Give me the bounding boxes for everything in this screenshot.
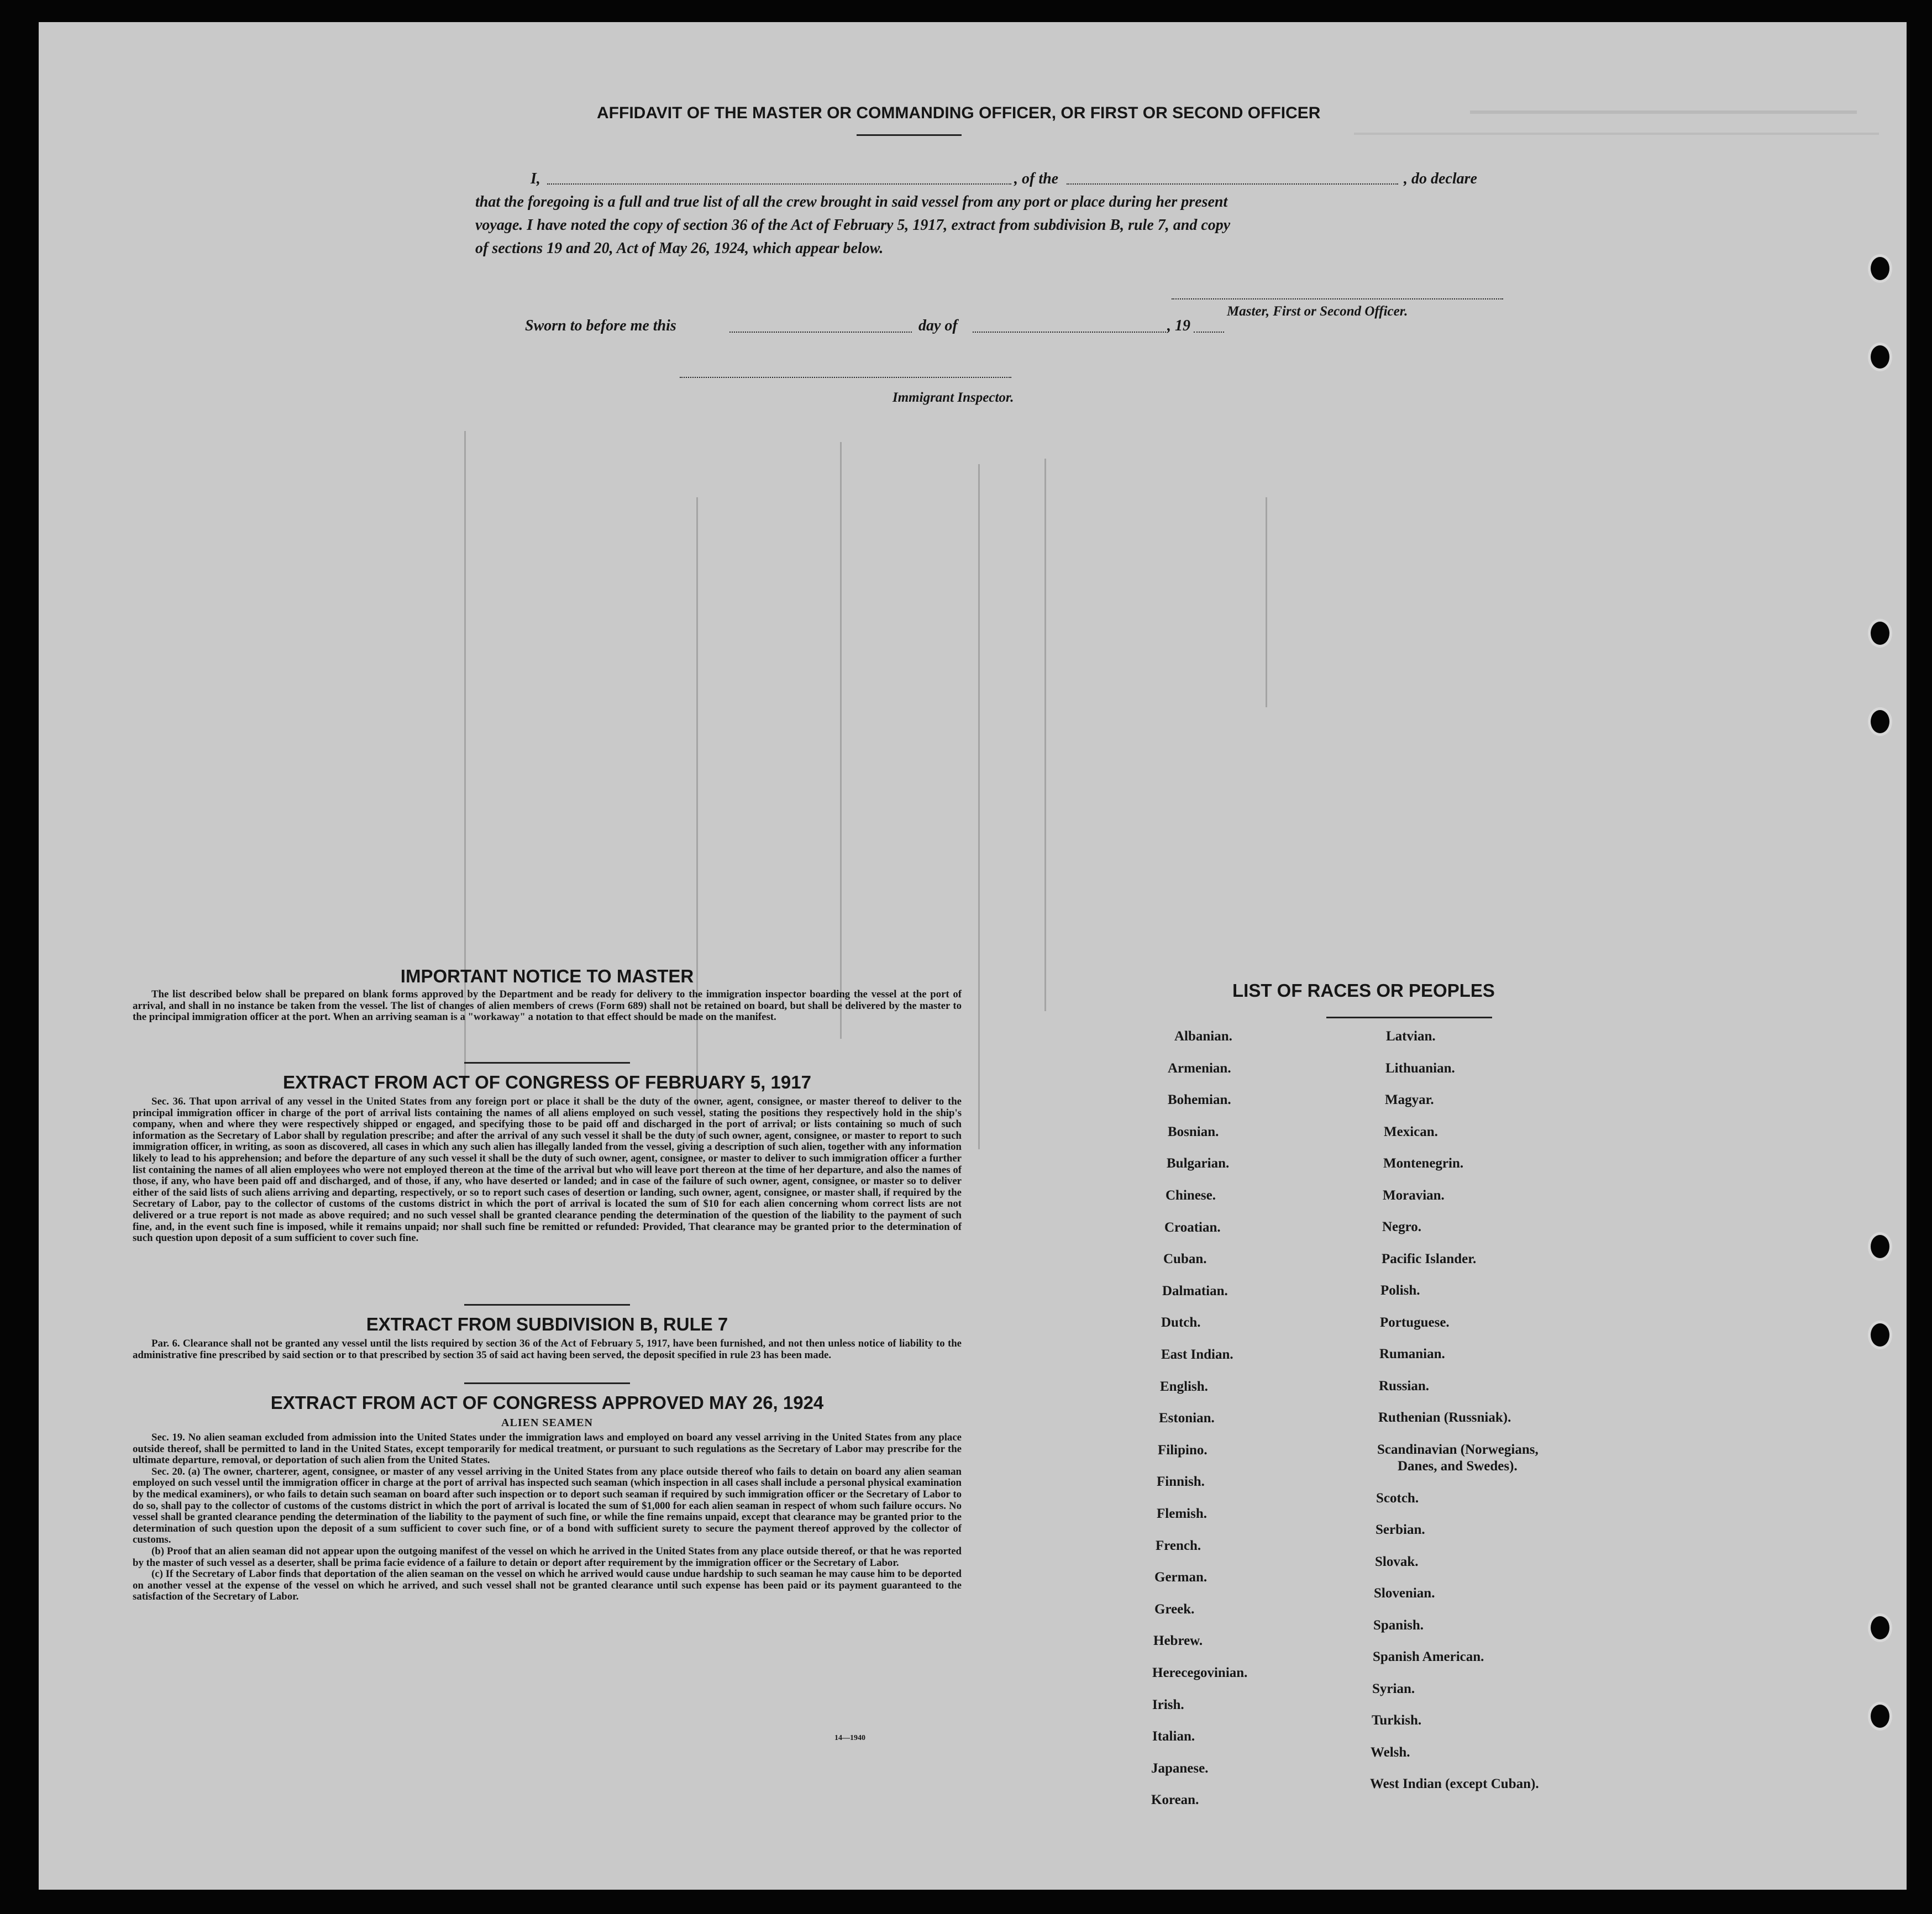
race-item: Flemish. — [1157, 1506, 1207, 1521]
race-item: Moravian. — [1383, 1188, 1445, 1203]
sec20a-text: Sec. 20. (a) The owner, charterer, agent, consignee, or master of any vessel arriving in the United States from any place outside thereof who fails to detain on board any alien seaman employed on such vessel until the immigration officer in charge at the port of arrival has inspected such seaman (which inspection in all cases shall include a personal physical examination by the medical examiners), or who fails to detain such seaman on board after such inspection or to deport such seaman if required by such immigration officer or the Secretary of Labor to do so, shall pay to the collector of customs of the customs district in which the port of arrival is located the sum of $1,000 for each alien seaman in respect of whom such failure occurs. No vessel shall be granted clearance pending the determination of the liability to the payment of such fine, or while the fine remains unpaid, except that clearance may be granted prior to the determination of such question upon the deposit of a sum sufficient to cover such fine, or of a bond with sufficient surety to secure the payment thereof approved by the collector of customs. — [133, 1465, 962, 1546]
extract-1924-title: EXTRACT FROM ACT OF CONGRESS APPROVED MAY 26, 1924 — [270, 1392, 824, 1413]
race-item: Scotch. — [1376, 1491, 1419, 1506]
race-item: Croatian. — [1164, 1219, 1221, 1235]
race-item: Lithuanian. — [1385, 1061, 1455, 1076]
section-divider — [464, 1062, 630, 1064]
sworn-year-field[interactable] — [1194, 332, 1224, 333]
binder-hole — [1868, 619, 1892, 648]
race-item: Montenegrin. — [1383, 1156, 1464, 1171]
race-item: Armenian. — [1168, 1060, 1231, 1076]
race-item: Slovak. — [1375, 1554, 1419, 1569]
race-item: Russian. — [1379, 1379, 1430, 1394]
race-item: Bosnian. — [1168, 1124, 1219, 1139]
sworn-day-field[interactable] — [729, 332, 912, 333]
master-signature-field[interactable] — [1172, 298, 1503, 299]
race-item: Dutch. — [1161, 1315, 1201, 1331]
race-item: Pacific Islander. — [1382, 1252, 1477, 1266]
race-item: Finnish. — [1157, 1474, 1205, 1490]
race-item: Bulgarian. — [1167, 1156, 1230, 1171]
vessel-name-field[interactable] — [1067, 183, 1398, 185]
race-item: Albanian. — [1174, 1029, 1232, 1044]
race-item: Japanese. — [1151, 1760, 1209, 1776]
binder-hole — [1868, 254, 1892, 283]
race-item: Portuguese. — [1380, 1315, 1450, 1330]
race-item: Polish. — [1380, 1283, 1420, 1298]
section-divider — [464, 1304, 630, 1306]
sworn-month-field[interactable] — [973, 332, 1166, 333]
race-item: Scandinavian (Norwegians, — [1377, 1442, 1539, 1457]
sworn-day-label: day of — [918, 317, 958, 334]
affiant-name-field[interactable] — [547, 183, 1011, 185]
affidavit-do-declare: , do declare — [1404, 170, 1477, 187]
binder-hole — [1868, 1702, 1892, 1731]
race-item: Filipino. — [1158, 1442, 1208, 1458]
sec19-text: Sec. 19. No alien seaman excluded from admission into the United States under the immigration laws and employed on board any vessel arriving in the United States from any place outside thereof, shall be permitted to land in the United States, except temporarily for medical treatment, or pursuant to such regulations as the Secretary of Labor may prescribe for the ultimate departure, removal, or deportation of such alien from the United States. — [133, 1432, 962, 1466]
race-item: Herecegovinian. — [1152, 1665, 1248, 1680]
race-item: West Indian (except Cuban). — [1370, 1776, 1539, 1791]
inspector-signature-label: Immigrant Inspector. — [893, 390, 1014, 405]
race-item: Rumanian. — [1379, 1347, 1445, 1361]
race-item: Greek. — [1154, 1601, 1195, 1617]
sec20b-text: (b) Proof that an alien seaman did not appear upon the outgoing manifest of the vessel on which he arrived in the United States from any place outside thereof, or that he was reported by the master of such vessel as a deserter, shall be prima facie evidence of a failure to detain or deport after requirement by the immigration officer or the Secretary of Labor. — [133, 1545, 962, 1569]
binder-hole — [1868, 343, 1892, 371]
bleed-through-column-line — [696, 497, 698, 1149]
race-item: Syrian. — [1372, 1681, 1415, 1696]
extract-1917-title: EXTRACT FROM ACT OF CONGRESS OF FEBRUARY 5, 1917 — [283, 1072, 811, 1092]
race-item: French. — [1156, 1538, 1201, 1553]
affidavit-line-2: that the foregoing is a full and true list of all the crew brought in said vessel from any port or place during her present — [475, 193, 1228, 211]
affidavit-title: AFFIDAVIT OF THE MASTER OR COMMANDING OFFICER, OR FIRST OR SECOND OFFICER — [597, 104, 1321, 122]
binder-hole — [1868, 1321, 1892, 1349]
affidavit-pronoun: I, — [531, 170, 540, 187]
race-item: Serbian. — [1376, 1522, 1425, 1537]
sworn-label: Sworn to before me this — [525, 317, 676, 334]
race-item: Latvian. — [1386, 1029, 1436, 1044]
sworn-line — [525, 317, 1299, 339]
bleed-through-heading — [1470, 88, 1857, 114]
binder-hole — [1868, 1613, 1892, 1642]
race-item: Ruthenian (Russniak). — [1378, 1410, 1511, 1425]
race-item: Irish. — [1152, 1697, 1184, 1712]
affidavit-line-4: of sections 19 and 20, Act of May 26, 1924, which appear below. — [475, 240, 884, 257]
section-divider — [464, 1382, 630, 1384]
race-item: Negro. — [1382, 1219, 1422, 1234]
bleed-through-column-line — [978, 464, 980, 1149]
master-signature-label: Master, First or Second Officer. — [1227, 304, 1408, 319]
affidavit-of-the: , of the — [1014, 170, 1059, 187]
rule7-text: Par. 6. Clearance shall not be granted any vessel until the lists required by section 36 of the Act of February 5, 1917, have been furnished, and not then unless notice of liability to the administrative fine prescribed by said section or to that prescribed by section 35 of said act having been served, the deposit specified in rule 23 has been made. — [133, 1338, 962, 1361]
extract-1924-paragraphs — [133, 1432, 962, 1603]
race-item: Spanish American. — [1373, 1649, 1484, 1664]
race-item: Estonian. — [1159, 1411, 1215, 1426]
race-item: Danes, and Swedes). — [1398, 1459, 1518, 1474]
notice-paragraph — [133, 989, 962, 1023]
inspector-signature-field[interactable] — [680, 377, 1011, 378]
bleed-through-line — [1354, 133, 1879, 135]
race-item: East Indian. — [1161, 1347, 1233, 1362]
race-item: Cuban. — [1163, 1252, 1207, 1267]
race-item: Chinese. — [1166, 1188, 1216, 1203]
bleed-through-column-line — [840, 442, 842, 1039]
form-number: 14—1940 — [834, 1734, 865, 1742]
rule7-paragraph — [133, 1338, 962, 1361]
race-item: Slovenian. — [1374, 1586, 1435, 1601]
affidavit-title-rule — [857, 134, 962, 136]
race-item: Mexican. — [1384, 1124, 1438, 1139]
bleed-through-column-line — [1044, 459, 1046, 1011]
race-item: Hebrew. — [1153, 1633, 1203, 1649]
race-item: Bohemian. — [1168, 1092, 1231, 1108]
extract-1917-text: Sec. 36. That upon arrival of any vessel in the United States from any foreign port or place it shall be the duty of the owner, agent, consignee, or master thereof to deliver to the principal immigration officer in charge of the port of arrival lists containing the names of all aliens employed on such vessel, stating the positions they respectively hold in the ship's company, when and where they were respectively shipped or engaged, and specifying those to be paid off and discharged in the port of arrival; or lists containing so much of such information as the Secretary of Labor shall by regulation prescribe; and after the arrival of any such vessel it shall be the duty of such owner, agent, consignee, or master to report to such immigration officer, in writing, as soon as discovered, all cases in which any such alien has illegally landed from the vessel, giving a description of such alien, together with any information likely to lead to his apprehension; and before the departure of any such vessel it shall be the duty of such owner, agent, consignee, or master to deliver to such immigration officer a further list containing the names of all alien employees who were not employed thereon at the time of the arrival but who will leave port thereon at the time of her departure, and also the names of those, if any, who have been paid off and discharged, and of those, if any, who have deserted or landed; and in case of the failure of such owner, agent, consignee, or master so to deliver either of the said lists of such aliens arriving and departing, respectively, or so to report such cases of desertion or landing, such owner, agent, consignee, or master shall, if required by the Secretary of Labor, pay to the collector of customs of the customs district in which the port of arrival is located the sum of $10 for each alien concerning whom correct lists are not delivered or a true report is not made as above required; and no such vessel shall be granted clearance pending the determination of the question of the liability to the payment of such fine, and, in the event such fine is imposed, while it remains unpaid; nor shall such fine be remitted or refunded: Provided, That clearance may be granted prior to the determination of such question upon deposit of a sum sufficient to cover such fine. — [133, 1096, 962, 1244]
rule7-title: EXTRACT FROM SUBDIVISION B, RULE 7 — [366, 1314, 728, 1334]
race-item: German. — [1154, 1570, 1208, 1585]
race-item: Welsh. — [1371, 1745, 1410, 1760]
sec20c-text: (c) If the Secretary of Labor finds that deportation of the alien seaman on the vessel on which he arrived would cause undue hardship to such seaman he may cause him to be deported on another vessel at the expense of the vessel on which he arrived, and such vessel shall not be granted clearance until such expense has been paid or its payment guaranteed to the satisfaction of the Secretary of Labor. — [133, 1568, 962, 1603]
races-title-rule — [1326, 1017, 1492, 1018]
race-item: Spanish. — [1373, 1618, 1424, 1633]
sworn-year-label: , 19 — [1167, 317, 1190, 334]
binder-hole — [1868, 707, 1892, 736]
notice-title: IMPORTANT NOTICE TO MASTER — [400, 966, 694, 986]
bleed-through-column-line — [1266, 497, 1267, 707]
notice-text: The list described below shall be prepared on blank forms approved by the Department and be ready for delivery to the immigration inspector boarding the vessel at the port of arrival, and shall in no instance be taken from the vessel. The list of changes of alien members of crews (Form 689) shall not be retained on board, but shall be delivered by the master to the principal immigration officer at the port. When an arriving seaman is a "workaway" a notation to that effect should be made on the manifest. — [133, 988, 962, 1023]
race-item: Dalmatian. — [1162, 1283, 1228, 1298]
affidavit-line-3: voyage. I have noted the copy of section 36 of the Act of February 5, 1917, extract from subdivision B, rule 7, and copy — [475, 217, 1231, 234]
race-item: Italian. — [1152, 1729, 1195, 1744]
race-item: Turkish. — [1372, 1713, 1422, 1728]
binder-hole — [1868, 1232, 1892, 1261]
race-item: Korean. — [1151, 1792, 1199, 1808]
race-item: Magyar. — [1385, 1092, 1434, 1107]
extract-1917-paragraph — [133, 1096, 962, 1244]
races-title: LIST OF RACES OR PEOPLES — [1232, 980, 1495, 1001]
affidavit-line-1 — [531, 170, 1553, 190]
race-item: English. — [1160, 1379, 1208, 1394]
alien-seamen-subtitle: ALIEN SEAMEN — [501, 1417, 593, 1429]
document-page — [39, 22, 1907, 1890]
